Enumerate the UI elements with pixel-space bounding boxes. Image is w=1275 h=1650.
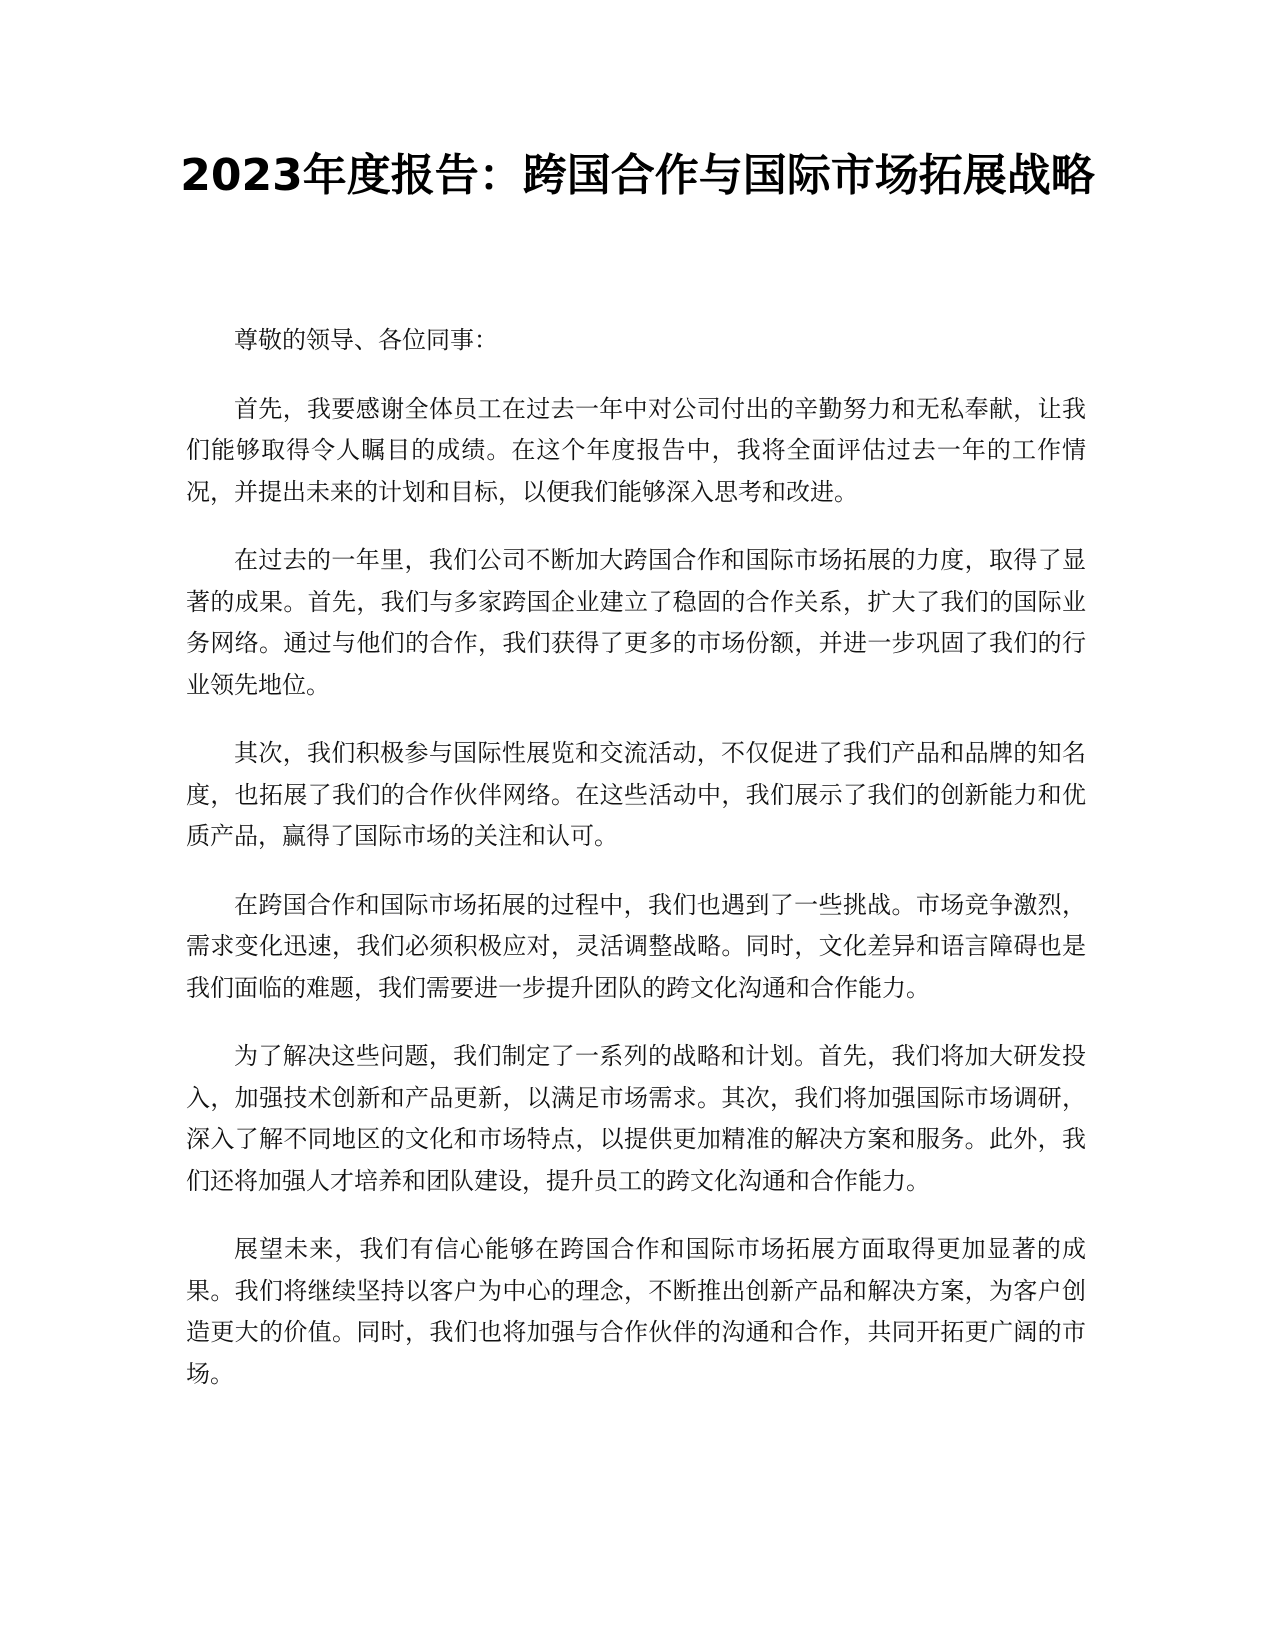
paragraph-challenges: 在跨国合作和国际市场拓展的过程中，我们也遇到了一些挑战。市场竞争激烈，需求变化迅速，我们必须积极应对，灵活调整战略。同时，文化差异和语言障碍也是我们面临的难题，我们需要进一步提升团队的跨文化沟通和合作能力。 bbox=[186, 890, 1086, 1002]
paragraph-outlook: 展望未来，我们有信心能够在跨国合作和国际市场拓展方面取得更加显著的成果。我们将继续坚持以客户为中心的理念，不断推出创新产品和解决方案，为客户创造更大的价值。同时，我们也将加强与合作伙伴的沟通和合作，共同开拓更广阔的市场。 bbox=[186, 1235, 1086, 1388]
salutation: 尊敬的领导、各位同事： bbox=[234, 326, 498, 354]
document-body bbox=[186, 320, 1086, 1422]
paragraph-achievements: 在过去的一年里，我们公司不断加大跨国合作和国际市场拓展的力度，取得了显著的成果。首先，我们与多家跨国企业建立了稳固的合作关系，扩大了我们的国际业务网络。通过与他们的合作，我们获得了更多的市场份额，并进一步巩固了我们的行业领先地位。 bbox=[186, 546, 1086, 699]
paragraph-exhibitions: 其次，我们积极参与国际性展览和交流活动，不仅促进了我们产品和品牌的知名度，也拓展了我们的合作伙伴网络。在这些活动中，我们展示了我们的创新能力和优质产品，赢得了国际市场的关注和认可。 bbox=[186, 739, 1086, 850]
paragraph-thanks: 首先，我要感谢全体员工在过去一年中对公司付出的辛勤努力和无私奉献，让我们能够取得令人瞩目的成绩。在这个年度报告中，我将全面评估过去一年的工作情况，并提出未来的计划和目标，以便我们能够深入思考和改进。 bbox=[186, 394, 1086, 506]
page-title: 2023年度报告：跨国合作与国际市场拓展战略 bbox=[180, 150, 1095, 201]
paragraph-strategies: 为了解决这些问题，我们制定了一系列的战略和计划。首先，我们将加大研发投入，加强技术创新和产品更新，以满足市场需求。其次，我们将加强国际市场调研，深入了解不同地区的文化和市场特点，以提供更加精准的解决方案和服务。此外，我们还将加强人才培养和团队建设，提升员工的跨文化沟通和合作能力。 bbox=[186, 1042, 1086, 1195]
